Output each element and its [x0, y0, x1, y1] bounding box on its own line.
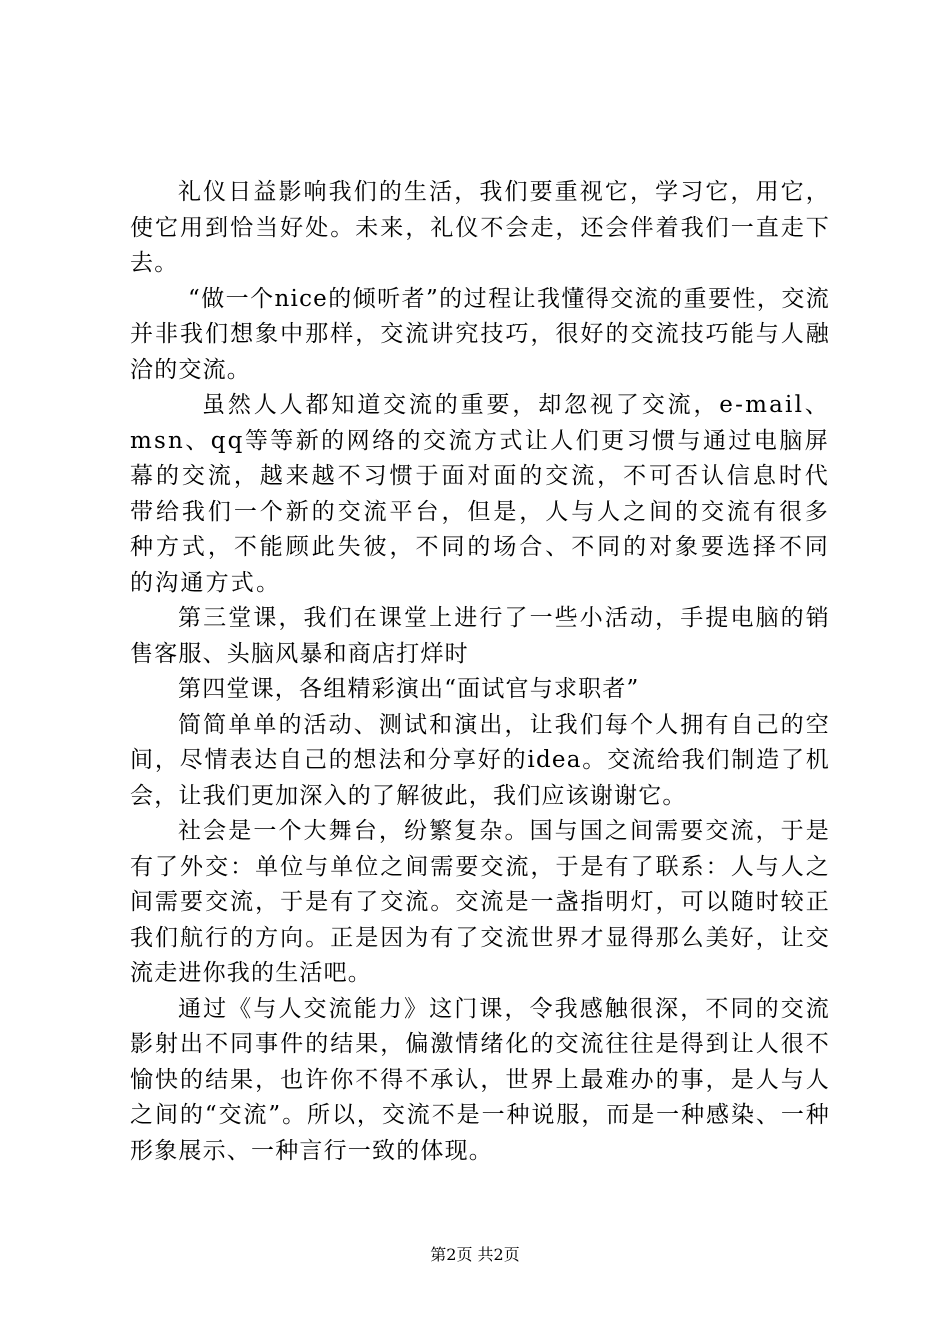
paragraph-activities: 简简单单的活动、测试和演出，让我们每个人拥有自己的空间，尽情表达自己的想法和分享好的idea。交流给我们制造了机会，让我们更加深入的了解彼此，我们应该谢谢它。 [130, 711, 830, 809]
paragraph-fourth-class: 第四堂课，各组精彩演出“面试官与求职者” [178, 676, 640, 702]
paragraph-society-stage: 社会是一个大舞台，纷繁复杂。国与国之间需要交流，于是有了外交：单位与单位之间需要交流，于是有了联系：人与人之间需要交流，于是有了交流。交流是一盏指明灯，可以随时较正我们航行的方向。正是因为有了交流世界才显得那么美好，让交流走进你我的生活吧。 [130, 818, 830, 986]
document-body [130, 175, 830, 1169]
paragraph-good-listener: “做一个nice的倾听者”的过程让我懂得交流的重要性，交流并非我们想象中那样，交流讲究技巧，很好的交流技巧能与人融洽的交流。 [130, 285, 830, 383]
paragraph-course-reflection: 通过《与人交流能力》这门课，令我感触很深，不同的交流影射出不同事件的结果，偏激情绪化的交流往往是得到让人很不愉快的结果，也许你不得不承认，世界上最难办的事，是人与人之间的“交流”。所以，交流不是一种说服，而是一种感染、一种形象展示、一种言行一致的体现。 [130, 995, 830, 1164]
paragraph-importance-of-communication: 虽然人人都知道交流的重要，却忽视了交流，e-mail、msn、qq等等新的网络的交流方式让人们更习惯与通过电脑屏幕的交流，越来越不习惯于面对面的交流，不可否认信息时代带给我们一个新的交流平台，但是，人与人之间的交流有很多种方式，不能顾此失彼，不同的场合、不同的对象要选择不同的沟通方式。 [130, 392, 830, 596]
page-footer: 第2页 共2页 [430, 1245, 520, 1264]
paragraph-third-class: 第三堂课，我们在课堂上进行了一些小活动，手提电脑的销售客服、头脑风暴和商店打烊时 [130, 605, 830, 667]
paragraph-etiquette: 礼仪日益影响我们的生活，我们要重视它，学习它，用它，使它用到恰当好处。未来，礼仪不会走，还会伴着我们一直走下去。 [130, 179, 830, 276]
